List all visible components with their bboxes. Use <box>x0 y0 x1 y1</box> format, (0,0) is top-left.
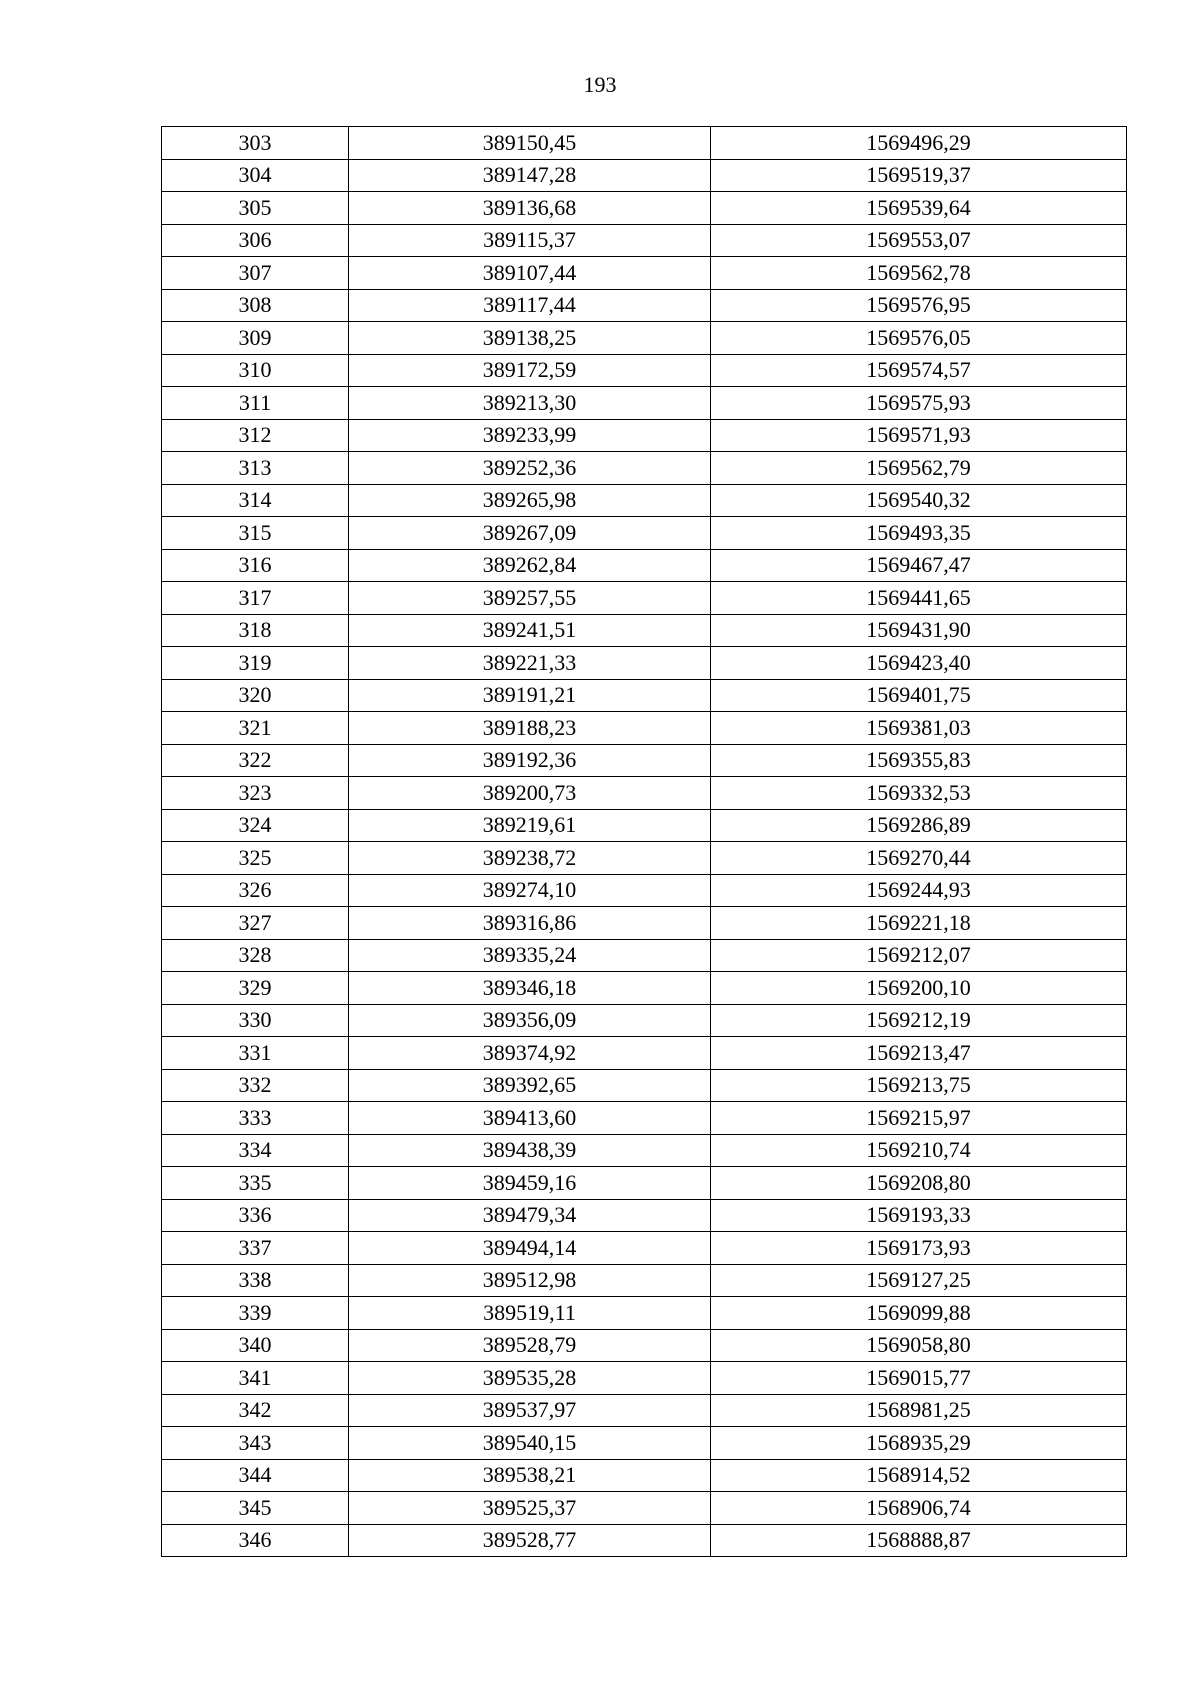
y-coordinate-cell: 1569539,64 <box>711 192 1127 225</box>
point-number-cell: 307 <box>162 257 349 290</box>
point-number-cell: 320 <box>162 679 349 712</box>
table-row <box>162 1492 1127 1525</box>
point-number-cell: 315 <box>162 517 349 550</box>
x-coordinate-cell: 389238,72 <box>349 842 711 875</box>
y-coordinate-cell: 1569215,97 <box>711 1102 1127 1135</box>
table-row <box>162 647 1127 680</box>
table-row <box>162 1297 1127 1330</box>
table-row <box>162 1264 1127 1297</box>
x-coordinate-cell: 389374,92 <box>349 1037 711 1070</box>
point-number-cell: 305 <box>162 192 349 225</box>
point-number-cell: 326 <box>162 874 349 907</box>
point-number-cell: 316 <box>162 549 349 582</box>
y-coordinate-cell: 1569193,33 <box>711 1199 1127 1232</box>
x-coordinate-cell: 389519,11 <box>349 1297 711 1330</box>
y-coordinate-cell: 1569562,79 <box>711 452 1127 485</box>
y-coordinate-cell: 1569355,83 <box>711 744 1127 777</box>
x-coordinate-cell: 389107,44 <box>349 257 711 290</box>
page-number: 193 <box>583 72 617 97</box>
table-row <box>162 1524 1127 1557</box>
point-number-cell: 342 <box>162 1394 349 1427</box>
table-row <box>162 1459 1127 1492</box>
x-coordinate-cell: 389274,10 <box>349 874 711 907</box>
point-number-cell: 335 <box>162 1167 349 1200</box>
y-coordinate-cell: 1569576,05 <box>711 322 1127 355</box>
y-coordinate-cell: 1568906,74 <box>711 1492 1127 1525</box>
x-coordinate-cell: 389213,30 <box>349 387 711 420</box>
x-coordinate-cell: 389438,39 <box>349 1134 711 1167</box>
table-row <box>162 1232 1127 1265</box>
y-coordinate-cell: 1569332,53 <box>711 777 1127 810</box>
table-row <box>162 1362 1127 1395</box>
point-number-cell: 312 <box>162 419 349 452</box>
point-number-cell: 329 <box>162 972 349 1005</box>
x-coordinate-cell: 389528,77 <box>349 1524 711 1557</box>
y-coordinate-cell: 1569200,10 <box>711 972 1127 1005</box>
point-number-cell: 339 <box>162 1297 349 1330</box>
table-row <box>162 1427 1127 1460</box>
x-coordinate-cell: 389335,24 <box>349 939 711 972</box>
table-row <box>162 419 1127 452</box>
y-coordinate-cell: 1568935,29 <box>711 1427 1127 1460</box>
coordinates-table <box>161 126 1127 1557</box>
y-coordinate-cell: 1569553,07 <box>711 224 1127 257</box>
y-coordinate-cell: 1569213,75 <box>711 1069 1127 1102</box>
x-coordinate-cell: 389191,21 <box>349 679 711 712</box>
point-number-cell: 318 <box>162 614 349 647</box>
y-coordinate-cell: 1569058,80 <box>711 1329 1127 1362</box>
point-number-cell: 313 <box>162 452 349 485</box>
point-number-cell: 334 <box>162 1134 349 1167</box>
y-coordinate-cell: 1568981,25 <box>711 1394 1127 1427</box>
table-row <box>162 809 1127 842</box>
point-number-cell: 317 <box>162 582 349 615</box>
table-row <box>162 159 1127 192</box>
x-coordinate-cell: 389150,45 <box>349 127 711 160</box>
point-number-cell: 341 <box>162 1362 349 1395</box>
x-coordinate-cell: 389257,55 <box>349 582 711 615</box>
y-coordinate-cell: 1569519,37 <box>711 159 1127 192</box>
y-coordinate-cell: 1569127,25 <box>711 1264 1127 1297</box>
table-row <box>162 1167 1127 1200</box>
y-coordinate-cell: 1569562,78 <box>711 257 1127 290</box>
x-coordinate-cell: 389188,23 <box>349 712 711 745</box>
y-coordinate-cell: 1569431,90 <box>711 614 1127 647</box>
x-coordinate-cell: 389535,28 <box>349 1362 711 1395</box>
table-row <box>162 484 1127 517</box>
point-number-cell: 309 <box>162 322 349 355</box>
y-coordinate-cell: 1569441,65 <box>711 582 1127 615</box>
table-row <box>162 874 1127 907</box>
point-number-cell: 330 <box>162 1004 349 1037</box>
table-row <box>162 387 1127 420</box>
y-coordinate-cell: 1569015,77 <box>711 1362 1127 1395</box>
x-coordinate-cell: 389537,97 <box>349 1394 711 1427</box>
point-number-cell: 346 <box>162 1524 349 1557</box>
x-coordinate-cell: 389512,98 <box>349 1264 711 1297</box>
point-number-cell: 343 <box>162 1427 349 1460</box>
table-row <box>162 354 1127 387</box>
point-number-cell: 321 <box>162 712 349 745</box>
y-coordinate-cell: 1569575,93 <box>711 387 1127 420</box>
table-row <box>162 1134 1127 1167</box>
point-number-cell: 314 <box>162 484 349 517</box>
point-number-cell: 336 <box>162 1199 349 1232</box>
table-row <box>162 257 1127 290</box>
point-number-cell: 338 <box>162 1264 349 1297</box>
x-coordinate-cell: 389479,34 <box>349 1199 711 1232</box>
table-row <box>162 549 1127 582</box>
table-row <box>162 289 1127 322</box>
x-coordinate-cell: 389221,33 <box>349 647 711 680</box>
x-coordinate-cell: 389241,51 <box>349 614 711 647</box>
table-row <box>162 1102 1127 1135</box>
table-row <box>162 224 1127 257</box>
y-coordinate-cell: 1569212,19 <box>711 1004 1127 1037</box>
table-row <box>162 1199 1127 1232</box>
table-row <box>162 192 1127 225</box>
point-number-cell: 340 <box>162 1329 349 1362</box>
y-coordinate-cell: 1569576,95 <box>711 289 1127 322</box>
x-coordinate-cell: 389147,28 <box>349 159 711 192</box>
table-row <box>162 127 1127 160</box>
table-row <box>162 1329 1127 1362</box>
table-row <box>162 322 1127 355</box>
point-number-cell: 337 <box>162 1232 349 1265</box>
x-coordinate-cell: 389136,68 <box>349 192 711 225</box>
table-row <box>162 452 1127 485</box>
point-number-cell: 306 <box>162 224 349 257</box>
x-coordinate-cell: 389138,25 <box>349 322 711 355</box>
x-coordinate-cell: 389115,37 <box>349 224 711 257</box>
point-number-cell: 333 <box>162 1102 349 1135</box>
y-coordinate-cell: 1568888,87 <box>711 1524 1127 1557</box>
x-coordinate-cell: 389233,99 <box>349 419 711 452</box>
x-coordinate-cell: 389262,84 <box>349 549 711 582</box>
y-coordinate-cell: 1569496,29 <box>711 127 1127 160</box>
table-row <box>162 1069 1127 1102</box>
y-coordinate-cell: 1569210,74 <box>711 1134 1127 1167</box>
y-coordinate-cell: 1568914,52 <box>711 1459 1127 1492</box>
x-coordinate-cell: 389316,86 <box>349 907 711 940</box>
y-coordinate-cell: 1569571,93 <box>711 419 1127 452</box>
x-coordinate-cell: 389540,15 <box>349 1427 711 1460</box>
point-number-cell: 304 <box>162 159 349 192</box>
y-coordinate-cell: 1569574,57 <box>711 354 1127 387</box>
y-coordinate-cell: 1569208,80 <box>711 1167 1127 1200</box>
x-coordinate-cell: 389252,36 <box>349 452 711 485</box>
point-number-cell: 324 <box>162 809 349 842</box>
table-row <box>162 907 1127 940</box>
y-coordinate-cell: 1569270,44 <box>711 842 1127 875</box>
x-coordinate-cell: 389413,60 <box>349 1102 711 1135</box>
point-number-cell: 325 <box>162 842 349 875</box>
y-coordinate-cell: 1569381,03 <box>711 712 1127 745</box>
x-coordinate-cell: 389192,36 <box>349 744 711 777</box>
table-row <box>162 614 1127 647</box>
x-coordinate-cell: 389346,18 <box>349 972 711 1005</box>
point-number-cell: 345 <box>162 1492 349 1525</box>
x-coordinate-cell: 389525,37 <box>349 1492 711 1525</box>
point-number-cell: 308 <box>162 289 349 322</box>
y-coordinate-cell: 1569212,07 <box>711 939 1127 972</box>
y-coordinate-cell: 1569401,75 <box>711 679 1127 712</box>
y-coordinate-cell: 1569286,89 <box>711 809 1127 842</box>
point-number-cell: 327 <box>162 907 349 940</box>
x-coordinate-cell: 389200,73 <box>349 777 711 810</box>
point-number-cell: 319 <box>162 647 349 680</box>
x-coordinate-cell: 389219,61 <box>349 809 711 842</box>
y-coordinate-cell: 1569173,93 <box>711 1232 1127 1265</box>
y-coordinate-cell: 1569244,93 <box>711 874 1127 907</box>
table-row <box>162 1004 1127 1037</box>
y-coordinate-cell: 1569493,35 <box>711 517 1127 550</box>
x-coordinate-cell: 389172,59 <box>349 354 711 387</box>
point-number-cell: 303 <box>162 127 349 160</box>
point-number-cell: 331 <box>162 1037 349 1070</box>
table-row <box>162 1394 1127 1427</box>
x-coordinate-cell: 389459,16 <box>349 1167 711 1200</box>
y-coordinate-cell: 1569221,18 <box>711 907 1127 940</box>
table-row <box>162 712 1127 745</box>
table-row <box>162 939 1127 972</box>
x-coordinate-cell: 389356,09 <box>349 1004 711 1037</box>
y-coordinate-cell: 1569099,88 <box>711 1297 1127 1330</box>
y-coordinate-cell: 1569423,40 <box>711 647 1127 680</box>
x-coordinate-cell: 389267,09 <box>349 517 711 550</box>
y-coordinate-cell: 1569540,32 <box>711 484 1127 517</box>
coordinates-table-body <box>162 127 1127 1557</box>
point-number-cell: 332 <box>162 1069 349 1102</box>
y-coordinate-cell: 1569213,47 <box>711 1037 1127 1070</box>
table-row <box>162 517 1127 550</box>
table-row <box>162 842 1127 875</box>
point-number-cell: 328 <box>162 939 349 972</box>
point-number-cell: 323 <box>162 777 349 810</box>
x-coordinate-cell: 389494,14 <box>349 1232 711 1265</box>
table-row <box>162 744 1127 777</box>
table-row <box>162 972 1127 1005</box>
x-coordinate-cell: 389538,21 <box>349 1459 711 1492</box>
table-row <box>162 1037 1127 1070</box>
x-coordinate-cell: 389528,79 <box>349 1329 711 1362</box>
table-row <box>162 777 1127 810</box>
x-coordinate-cell: 389265,98 <box>349 484 711 517</box>
x-coordinate-cell: 389117,44 <box>349 289 711 322</box>
point-number-cell: 310 <box>162 354 349 387</box>
point-number-cell: 322 <box>162 744 349 777</box>
point-number-cell: 344 <box>162 1459 349 1492</box>
y-coordinate-cell: 1569467,47 <box>711 549 1127 582</box>
x-coordinate-cell: 389392,65 <box>349 1069 711 1102</box>
table-row <box>162 679 1127 712</box>
point-number-cell: 311 <box>162 387 349 420</box>
table-row <box>162 582 1127 615</box>
